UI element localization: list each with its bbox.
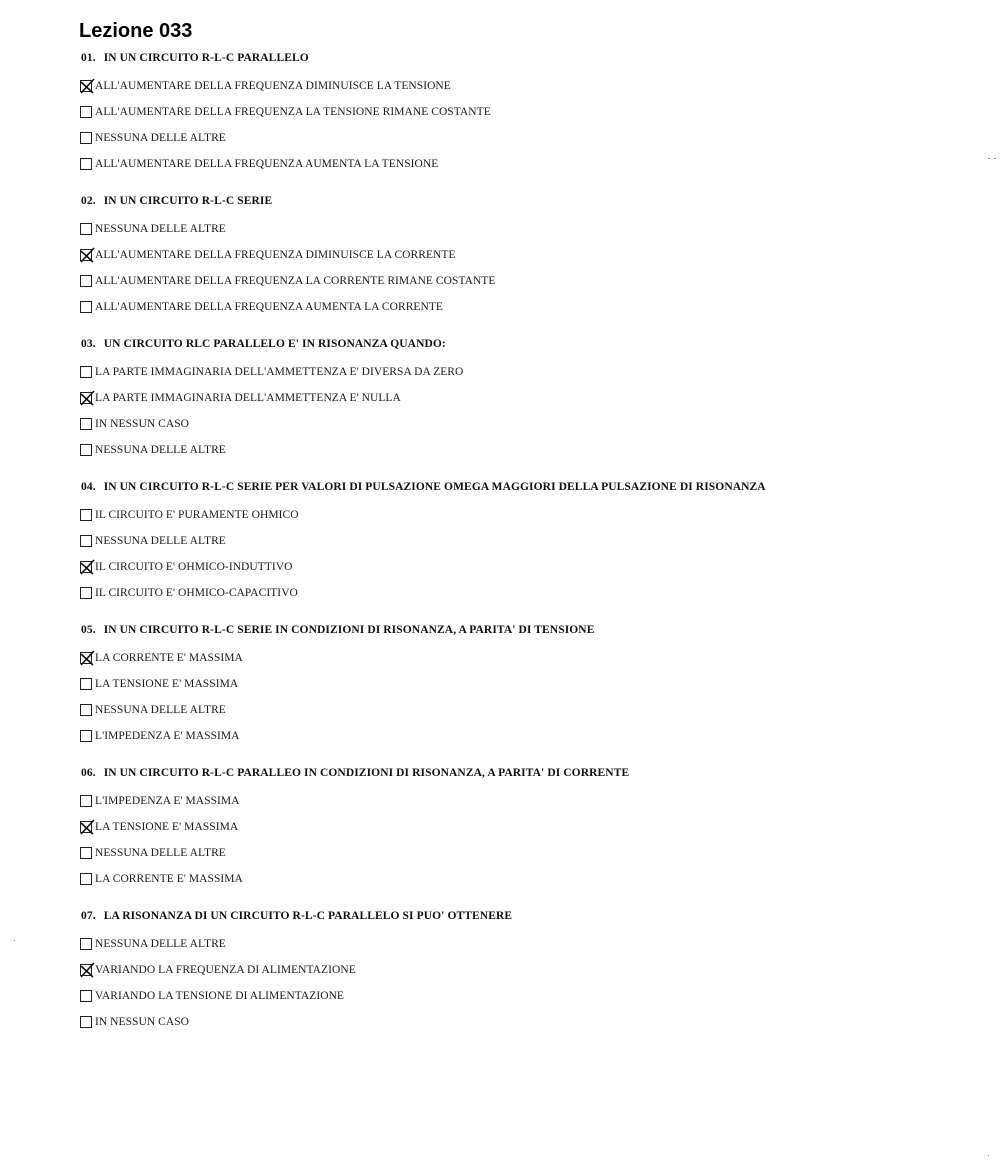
answer-label: IN NESSUN CASO xyxy=(95,418,189,430)
answer-label: NESSUNA DELLE ALTRE xyxy=(95,223,226,235)
checkbox-checked xyxy=(80,249,92,261)
check-mark-icon xyxy=(79,559,95,575)
answer-option xyxy=(79,814,979,840)
checkbox xyxy=(80,275,92,287)
checkbox xyxy=(80,509,92,521)
checkbox xyxy=(80,535,92,547)
question-text: IN UN CIRCUITO R-L-C SERIE xyxy=(103,195,273,207)
answer-label: NESSUNA DELLE ALTRE xyxy=(95,704,226,716)
checkbox-checked xyxy=(80,821,92,833)
answer-label: ALL'AUMENTARE DELLA FREQUENZA AUMENTA LA TENSIONE xyxy=(95,158,439,170)
answer-label: NESSUNA DELLE ALTRE xyxy=(95,535,226,547)
check-mark-icon xyxy=(79,247,95,263)
question-title xyxy=(81,336,979,352)
question-title xyxy=(81,479,979,495)
answer-label: LA TENSIONE E' MASSIMA xyxy=(95,678,239,690)
answer-label: IN NESSUN CASO xyxy=(95,1016,189,1028)
checkbox xyxy=(80,795,92,807)
question-title xyxy=(81,193,979,209)
answer-option xyxy=(79,216,979,242)
question-block xyxy=(79,479,979,606)
checkbox xyxy=(80,366,92,378)
check-mark-icon xyxy=(79,390,95,406)
checkbox xyxy=(80,418,92,430)
answer-option xyxy=(79,359,979,385)
answer-option xyxy=(79,242,979,268)
question-text: IN UN CIRCUITO R-L-C PARALLELO xyxy=(103,52,309,64)
question-title xyxy=(81,50,979,66)
page-title: Lezione 033 xyxy=(79,20,193,42)
scan-speck xyxy=(994,158,996,159)
answer-option xyxy=(79,268,979,294)
question-number: 07. xyxy=(81,910,96,922)
question-block xyxy=(79,50,979,177)
checkbox-checked xyxy=(80,80,92,92)
answer-option xyxy=(79,723,979,749)
answer-option xyxy=(79,697,979,723)
checkbox xyxy=(80,444,92,456)
checkbox xyxy=(80,158,92,170)
answer-label: NESSUNA DELLE ALTRE xyxy=(95,938,226,950)
checkbox xyxy=(80,587,92,599)
question-number: 01. xyxy=(81,52,96,64)
check-mark-icon xyxy=(79,650,95,666)
answer-option xyxy=(79,385,979,411)
check-mark-icon xyxy=(79,819,95,835)
answer-option xyxy=(79,645,979,671)
answer-option xyxy=(79,294,979,320)
checkbox xyxy=(80,301,92,313)
checkbox xyxy=(80,730,92,742)
answer-label: L'IMPEDENZA E' MASSIMA xyxy=(95,730,240,742)
checkbox xyxy=(80,873,92,885)
answer-label: ALL'AUMENTARE DELLA FREQUENZA LA CORRENTE RIMANE COSTANTE xyxy=(95,275,496,287)
question-list xyxy=(79,50,979,1035)
question-number: 02. xyxy=(81,195,96,207)
answer-option xyxy=(79,1009,979,1035)
answer-option xyxy=(79,554,979,580)
answer-label: LA PARTE IMMAGINARIA DELL'AMMETTENZA E' DIVERSA DA ZERO xyxy=(95,366,464,378)
scan-speck xyxy=(14,940,15,941)
check-mark-icon xyxy=(79,78,95,94)
answer-label: VARIANDO LA TENSIONE DI ALIMENTAZIONE xyxy=(95,990,345,1002)
answer-label: ALL'AUMENTARE DELLA FREQUENZA LA TENSIONE RIMANE COSTANTE xyxy=(95,106,491,118)
answer-option xyxy=(79,931,979,957)
scan-speck xyxy=(988,1155,989,1156)
answer-label: VARIANDO LA FREQUENZA DI ALIMENTAZIONE xyxy=(95,964,356,976)
answer-label: IL CIRCUITO E' OHMICO-CAPACITIVO xyxy=(95,587,298,599)
question-block xyxy=(79,336,979,463)
answer-label: LA CORRENTE E' MASSIMA xyxy=(95,652,243,664)
checkbox-checked xyxy=(80,652,92,664)
answer-label: ALL'AUMENTARE DELLA FREQUENZA DIMINUISCE LA TENSIONE xyxy=(95,80,451,92)
answer-option xyxy=(79,528,979,554)
answer-label: LA PARTE IMMAGINARIA DELL'AMMETTENZA E' NULLA xyxy=(95,392,401,404)
answer-option xyxy=(79,125,979,151)
answer-label: L'IMPEDENZA E' MASSIMA xyxy=(95,795,240,807)
answer-option xyxy=(79,983,979,1009)
scan-speck xyxy=(988,158,990,159)
answer-label: LA CORRENTE E' MASSIMA xyxy=(95,873,243,885)
check-mark-icon xyxy=(79,962,95,978)
checkbox xyxy=(80,1016,92,1028)
question-number: 05. xyxy=(81,624,96,636)
checkbox-checked xyxy=(80,964,92,976)
answer-option xyxy=(79,671,979,697)
answer-option xyxy=(79,788,979,814)
answer-option xyxy=(79,957,979,983)
answer-label: IL CIRCUITO E' OHMICO-INDUTTIVO xyxy=(95,561,293,573)
checkbox xyxy=(80,223,92,235)
question-title xyxy=(81,622,979,638)
answer-label: LA TENSIONE E' MASSIMA xyxy=(95,821,239,833)
checkbox xyxy=(80,106,92,118)
answer-option xyxy=(79,502,979,528)
answer-option xyxy=(79,866,979,892)
question-block xyxy=(79,908,979,1035)
checkbox xyxy=(80,132,92,144)
question-text: UN CIRCUITO RLC PARALLELO E' IN RISONANZA QUANDO: xyxy=(103,338,446,350)
question-title xyxy=(81,765,979,781)
answer-label: NESSUNA DELLE ALTRE xyxy=(95,132,226,144)
answer-option xyxy=(79,99,979,125)
question-block xyxy=(79,193,979,320)
question-number: 04. xyxy=(81,481,96,493)
answer-option xyxy=(79,840,979,866)
answer-option xyxy=(79,437,979,463)
question-text: IN UN CIRCUITO R-L-C PARALLEO IN CONDIZIONI DI RISONANZA, A PARITA' DI CORRENTE xyxy=(103,767,630,779)
checkbox xyxy=(80,990,92,1002)
document-page xyxy=(79,19,979,1051)
answer-option xyxy=(79,151,979,177)
checkbox xyxy=(80,847,92,859)
question-text: IN UN CIRCUITO R-L-C SERIE IN CONDIZIONI DI RISONANZA, A PARITA' DI TENSIONE xyxy=(103,624,595,636)
answer-label: ALL'AUMENTARE DELLA FREQUENZA DIMINUISCE LA CORRENTE xyxy=(95,249,456,261)
question-block xyxy=(79,765,979,892)
question-title xyxy=(81,908,979,924)
checkbox xyxy=(80,678,92,690)
answer-option xyxy=(79,580,979,606)
question-text: IN UN CIRCUITO R-L-C SERIE PER VALORI DI PULSAZIONE OMEGA MAGGIORI DELLA PULSAZIONE DI RISONANZA xyxy=(103,481,766,493)
answer-label: ALL'AUMENTARE DELLA FREQUENZA AUMENTA LA CORRENTE xyxy=(95,301,443,313)
answer-option xyxy=(79,73,979,99)
question-number: 06. xyxy=(81,767,96,779)
checkbox xyxy=(80,704,92,716)
answer-option xyxy=(79,411,979,437)
answer-label: NESSUNA DELLE ALTRE xyxy=(95,847,226,859)
checkbox-checked xyxy=(80,561,92,573)
answer-label: NESSUNA DELLE ALTRE xyxy=(95,444,226,456)
question-text: LA RISONANZA DI UN CIRCUITO R-L-C PARALLELO SI PUO' OTTENERE xyxy=(103,910,513,922)
checkbox-checked xyxy=(80,392,92,404)
checkbox xyxy=(80,938,92,950)
question-block xyxy=(79,622,979,749)
answer-label: IL CIRCUITO E' PURAMENTE OHMICO xyxy=(95,509,299,521)
question-number: 03. xyxy=(81,338,96,350)
